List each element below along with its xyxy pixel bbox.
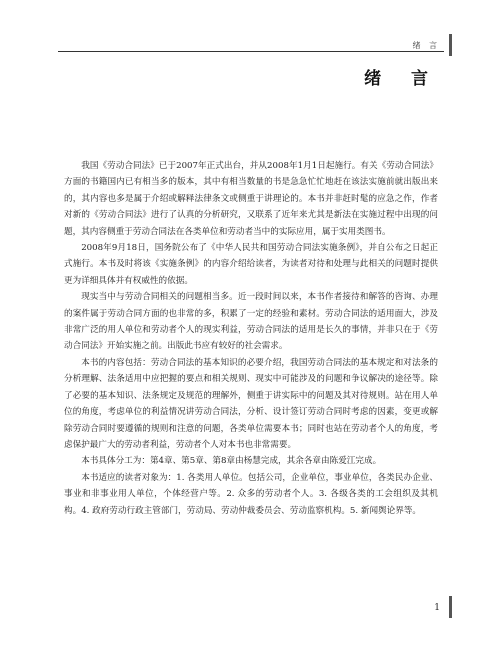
paragraph: 2008年9月18日，国务院公布了《中华人民共和国劳动合同法实施条例》，并自公布之日起正式施行。本书及时将该《实施条例》的内容介绍给读者，为读者对待和处理与此相关的问题时提供更为详细具体并有权威性的依据。	[64, 243, 438, 286]
page-number: 1	[434, 603, 440, 613]
body-text	[64, 158, 438, 519]
page-edge-marker-bottom	[449, 596, 452, 618]
paragraph: 现实当中与劳动合同相关的问题相当多。近一段时间以来，本书作者接待和解答的咨询、办理的案件属于劳动合同方面的也非常的多，积累了一定的经验和素材。劳动合同法的适用面大，涉及非常广泛的用人单位和劳动者个人的现实利益，劳动合同法的适用是长久的事情，并非只在于《劳动合同法》开始实施之前。出版此书应有较好的社会需求。	[64, 292, 438, 352]
page-edge-marker-top	[449, 34, 452, 56]
header-rule	[58, 51, 444, 52]
paragraph: 我国《劳动合同法》已于2007年正式出台，并从2008年1月1日起施行。有关《劳动合同法》方面的书籍国内已有相当多的版本，其中有相当数量的书是急急忙忙地赶在该法实施前就出版出来的，其内容也多是属于介绍或解释法律条文或侧重于讲理论的。本书并非赶时髦的应急之作，作者对新的《劳动合同法》进行了认真的分析研究，又联系了近年来尤其是新法在实施过程中出现的问题，其内容侧重于劳动合同法在各类单位和劳动者当中的实际应用，属于实用类图书。	[64, 161, 438, 237]
running-head: 绪 言	[412, 41, 440, 50]
paragraph: 本书适应的读者对象为：1. 各类用人单位。包括公司，企业单位，事业单位，各类民办企业、事业和非事业用人单位，个体经营户等。2. 众多的劳动者个人。3. 各级各类的工会组织及其机构。4. 政府劳动行政主管部门，劳动局、劳动仲裁委员会、劳动监察机构。5. 新闻舆论界等。	[64, 472, 438, 516]
paragraph: 本书具体分工为：第4章、第5章、第8章由杨慧完成，其余各章由陈爱江完成。	[81, 456, 382, 467]
chapter-title: 绪 言	[364, 69, 440, 89]
paragraph: 本书的内容包括：劳动合同法的基本知识的必要介绍，我国劳动合同法的基本规定和对法条的分析理解、法条适用中应把握的要点和相关规则、现实中可能涉及的问题和争议解决的途径等。除了必要的基本知识、法条规定及规范的理解外，侧重于讲实际中的问题及其对待规则。站在用人单位的角度，考虑单位的利益情况讲劳动合同法，分析、设计签订劳动合同时考虑的因素，变更或解除劳动合同时要遵循的规则和注意的问题，各类单位需要本书；同时也站在劳动者个人的角度，考虑保护最广大的劳动者利益，劳动者个人对本书也非常需要。	[64, 357, 438, 450]
